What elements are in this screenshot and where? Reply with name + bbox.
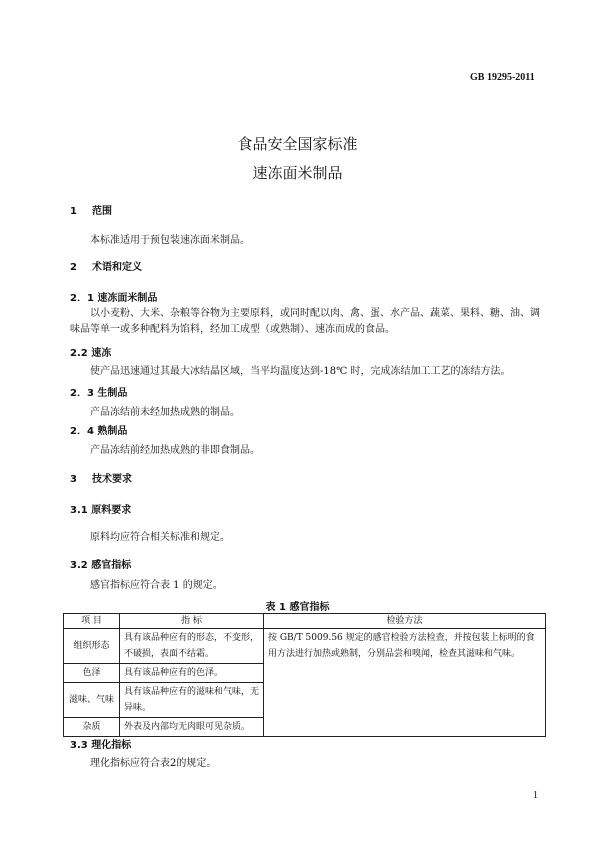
definition-2-2-title: 2.2 速冻 <box>70 348 112 359</box>
row-indicator: 具有该品种应有的形态，不变形，不破损，表面不结霜。 <box>120 629 264 664</box>
requirement-3-3-text: 理化指标应符合表2的规定。 <box>90 758 217 769</box>
column-header-method: 检验方法 <box>264 614 546 629</box>
document-title: 食品安全国家标准 <box>237 135 358 153</box>
section-title: 技术要求 <box>92 474 132 485</box>
section-title: 术语和定义 <box>92 262 142 273</box>
section-number: 1 <box>70 206 77 217</box>
definition-2-2-text: 使产品迅速通过其最大冰结晶区域，当平均温度达到-18℃ 时，完成冻结加工工艺的冻结方法。 <box>90 366 511 377</box>
section-3-heading <box>70 470 132 485</box>
sensory-indicator-table <box>63 613 546 737</box>
section-1-text: 本标准适用于预包装速冻面米制品。 <box>90 235 250 246</box>
definition-2-3-title: 2．3 生制品 <box>70 388 128 399</box>
requirement-3-1-title: 3.1 原料要求 <box>70 505 132 516</box>
row-indicator: 外表及内部均无肉眼可见杂质。 <box>120 718 264 737</box>
requirement-3-1-text: 原料均应符合相关标准和规定。 <box>90 532 230 543</box>
table-1-caption: 表 1 感官指标 <box>265 602 330 613</box>
table-header-row <box>64 614 546 629</box>
requirement-3-2-title: 3.2 感官指标 <box>70 560 132 571</box>
definition-2-1-text: 以小麦粉、大米、杂粮等谷物为主要原料，或同时配以肉、禽、蛋、水产品、蔬菜、果料、糖、油、调味品等单一或多种配料为馅料，经加工成型（或熟制）、速冻而成的食品。 <box>70 308 540 335</box>
section-number: 3 <box>70 474 77 485</box>
table-row <box>64 629 546 664</box>
inspection-method: 按 GB/T 5009.56 规定的感官检验方法检查，并按包装上标明的食用方法进行加热或熟制，分别品尝和嗅闻，检查其滋味和气味。 <box>264 629 546 737</box>
definition-2-3-text: 产品冻结前未经加热成熟的制品。 <box>90 407 240 418</box>
definition-2-4-title: 2．4 熟制品 <box>70 426 128 437</box>
requirement-3-3-title: 3.3 理化指标 <box>70 740 132 751</box>
row-item: 色泽 <box>64 664 120 683</box>
definition-2-1-title: 2．1 速冻面米制品 <box>70 293 158 304</box>
page-number: 1 <box>533 790 538 801</box>
row-indicator: 具有该品种应有的色泽。 <box>120 664 264 683</box>
row-item: 组织形态 <box>64 629 120 664</box>
row-indicator: 具有该品种应有的滋味和气味，无异味。 <box>120 683 264 718</box>
standard-number: GB 19295-2011 <box>470 72 535 83</box>
section-title: 范围 <box>92 206 112 217</box>
column-header-indicator: 指 标 <box>120 614 264 629</box>
definition-2-4-text: 产品冻结前经加热成熟的非即食制品。 <box>90 445 260 456</box>
column-header-item: 项 目 <box>64 614 120 629</box>
section-number: 2 <box>70 262 77 273</box>
row-item: 滋味、气味 <box>64 683 120 718</box>
section-2-heading <box>70 258 142 273</box>
document-subtitle: 速冻面米制品 <box>252 164 343 182</box>
section-1-heading <box>70 202 112 217</box>
requirement-3-2-text: 感官指标应符合表 1 的规定。 <box>90 580 223 591</box>
row-item: 杂质 <box>64 718 120 737</box>
